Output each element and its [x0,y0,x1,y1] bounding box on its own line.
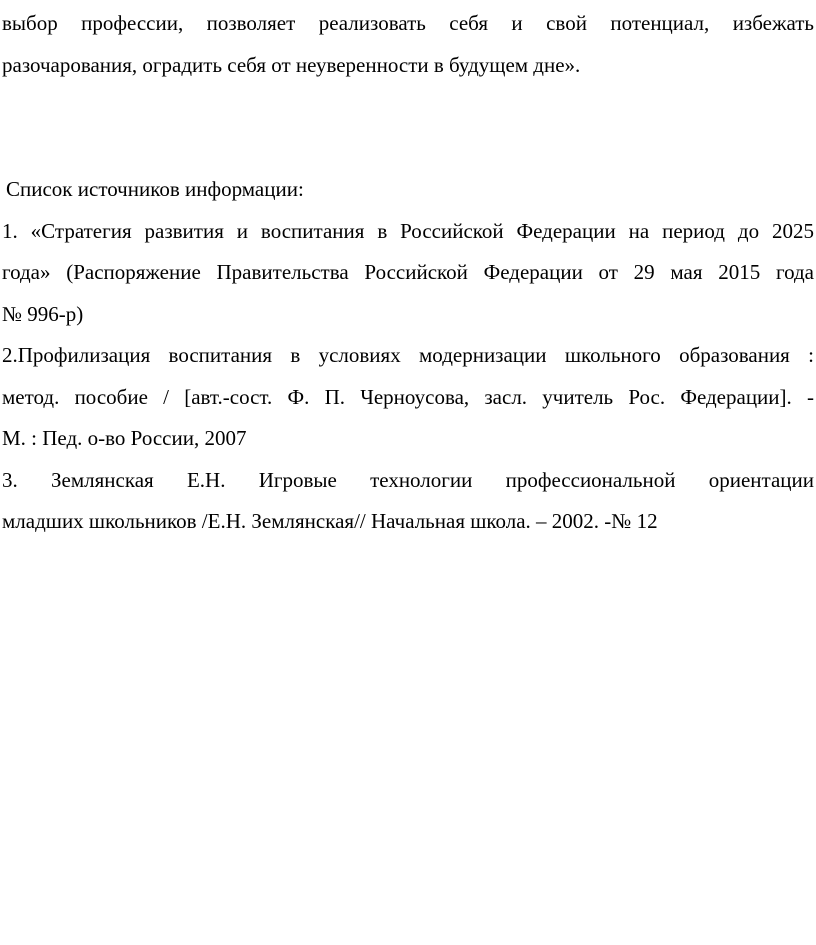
intro-paragraph [2,3,814,86]
reference-2-line-3: М. : Пед. о-во России, 2007 [2,426,247,450]
reference-item-2 [2,335,814,460]
reference-2-line-1: 2.Профилизация воспитания в условиях модернизации школьного образования : [2,343,814,367]
sources-heading: Список источников информации: [6,177,304,201]
reference-1-line-2: года» (Распоряжение Правительства Российской Федерации от 29 мая 2015 года [2,260,814,284]
reference-2-line-2: метод. пособие / [авт.-сост. Ф. П. Черноусова, засл. учитель Рос. Федерации]. - [2,384,814,409]
reference-item-3 [2,460,814,543]
intro-line-1: выбор профессии, позволяет реализовать себя и свой потенциал, избежать [2,11,814,35]
reference-1-line-3: № 996-р) [2,301,84,326]
reference-1-line-1: 1. «Стратегия развития и воспитания в Российской Федерации на период до 2025 [2,218,814,243]
blank-space [2,86,814,169]
reference-item-1 [2,211,814,336]
intro-line-2: разочарования, оградить себя от неуверенности в будущем дне». [2,52,581,77]
reference-3-line-2: младших школьников /Е.Н. Землянская// Начальная школа. – 2002. -№ 12 [2,509,658,533]
reference-3-line-1: 3. Землянская Е.Н. Игровые технологии профессиональной ориентации [2,467,814,492]
